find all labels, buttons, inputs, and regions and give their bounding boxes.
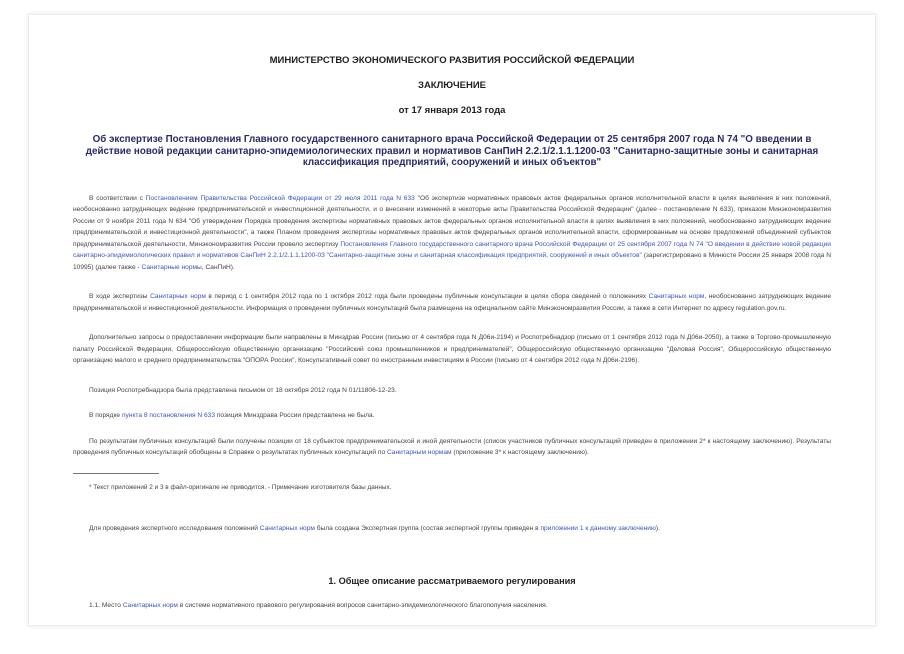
document-page (28, 14, 876, 626)
link-sanitary-norms[interactable]: Санитарные нормы (141, 263, 202, 271)
text-span: В соответствии с (89, 194, 146, 202)
text-span: (зарегистрировано в Минюсте России 25 января 2008 года N 10995) (далее также - (73, 252, 831, 271)
document-type: ЗАКЛЮЧЕНИЕ (418, 80, 486, 91)
text-span: была создана Экспертная группа (состав экспертной группы приведен в (314, 524, 541, 532)
link-sanitary-norms[interactable]: Санитарных норм (150, 293, 206, 300)
paragraph-1-1 (73, 600, 831, 612)
text-span: позиция Минздрава России представлена не была. (215, 412, 375, 419)
link-sanitary-norms[interactable]: Санитарных норм (648, 293, 705, 300)
text-span: Для проведения экспертного исследования положений (89, 524, 260, 532)
paragraph-results (73, 436, 831, 459)
text-span: 1.1. Место (89, 602, 123, 609)
paragraph-expert-group (73, 523, 831, 535)
text-span: , необоснованно затрудняющих ведение предпринимательской и инвестиционной деятельности. Информация о проведении публичных консультаций была размещена на официальном сайте Минэкономразвития России, а также в сети Интернет по адресу regulation.gov.ru. (73, 293, 831, 312)
link-sanitary-norms[interactable]: Санитарных норм (122, 602, 178, 609)
paragraph-rospotrebnadzor: Позиция Роспотребнадзора была представлена письмом от 18 октября 2012 года N 01/11806-12-23. (89, 386, 397, 394)
link-sanitary-norms[interactable]: Санитарных норм (259, 524, 315, 532)
footnote-divider (73, 473, 159, 474)
text-span: В порядке (89, 412, 122, 419)
text-span: (приложение 3* к настоящему заключению). (451, 449, 589, 456)
link-sanitary-norms[interactable]: Санитарным нормам (386, 449, 452, 456)
text-span: ). (655, 524, 660, 532)
link-government-decree-633[interactable]: Постановлением Правительства Российской Федерации от 29 июля 2011 года N 633 (145, 194, 415, 202)
paragraph-consultations (73, 291, 831, 314)
text-span: "Об экспертизе нормативных правовых актов федеральных органов исполнительной власти в целях выявления в них положений, необоснованно затрудняющих ведение предпринимательской и инвестиционной деятельности, и о внесении изменений в некоторые акты Правительства Российской Федерации" (далее - постановление N 633), приказом Минэкономразвития России от 9 ноября 2011 года N 634 "Об утверждении Порядка проведения экспертизы нормативных правовых актов федеральных органов исполнительной власти в целях выявления в них положений, необоснованно затрудняющих ведение предпринимательской и инвестиционной деятельности", а также Планом проведения экспертизы нормативных правовых актов федеральных органов исполнительной власти, сформированным на основе предложений объединений субъектов предпринимательской деятельности, Минэкономразвития России провело экспертизу (73, 194, 831, 248)
ministry-header: МИНИСТЕРСТВО ЭКОНОМИЧЕСКОГО РАЗВИТИЯ РОССИЙСКОЙ ФЕДЕРАЦИИ (269, 55, 635, 66)
document-subject: Об экспертизе Постановления Главного государственного санитарного врача Российской Федерации от 25 сентября 2007 года N 74 "О введении в действие новой редакции санитарно-эпидемиологических правил и нормативов СанПиН 2.2.1/2.1.1.1200-03 "Санитарно-защитные зоны и санитарная классификация предприятий, сооружений и иных объектов" (85, 134, 819, 168)
section-1-title: 1. Общее описание рассматриваемого регулирования (328, 576, 576, 586)
link-appendix-1[interactable]: приложении 1 к данному заключению (540, 524, 656, 532)
text-span: В ходе экспертизы (89, 293, 151, 300)
paragraph-intro (73, 193, 831, 274)
paragraph-requests: Дополнительно запросы о предоставлении информации были направлены в Минздрав России (письмо от 4 сентября года N Д06и-2194) и Роспотребнадзор (письмо от 1 сентября 2012 года N Д06и-2050), а также в Торгово-промышленную палату Российской Федерации, Общероссийскую общественную организацию "Российский союз промышленников и предпринимателей", Общероссийскую общественную организацию "Деловая Россия", Общероссийскую общественную организацию малого и среднего предпринимательства "ОПОРА России", Консультативный совет по иностранным инвестициям в России (письмо от 4 сентября 2012 года N Д06и-2196). (73, 334, 831, 364)
paragraph-minzdrav (73, 410, 831, 422)
text-span: в системе нормативного правового регулирования вопросов санитарно-эпидемиологического благополучия населения. (177, 602, 548, 609)
link-sanitary-decree-74[interactable]: Постановления Главного государственного санитарного врача Российской Федерации от 25 сентября 2007 года N 74 "О введении в действие новой редакции санитарно-эпидемиологических правил и нормативов СанПиН 2.2.1/2.1.1.1200-03 "Санитарно-защитные зоны и санитарная классификация предприятий, сооружений и иных объектов" (73, 240, 831, 259)
text-span: По результатам публичных консультаций были получены позиции от 18 субъектов предпринимательской и иной деятельности (список участников публичных консультаций приведен в приложении 2* к настоящему заключению). Результаты проведения публичных консультаций обобщены в Справке о результатах публичных консультаций по (73, 437, 831, 456)
link-clause-8[interactable]: пункта 8 постановления N 633 (121, 412, 215, 419)
text-span: в период с 1 сентября 2012 года по 1 октября 2012 года были проведены публичные консультации в целях сбора сведений о положениях (205, 293, 649, 300)
footnote-text: * Текст приложений 2 и 3 в файл-оригинале не приводится. - Примечание изготовителя базы данных. (89, 483, 392, 491)
document-date: от 17 января 2013 года (398, 105, 506, 116)
text-span: , СанПиН). (201, 263, 235, 271)
